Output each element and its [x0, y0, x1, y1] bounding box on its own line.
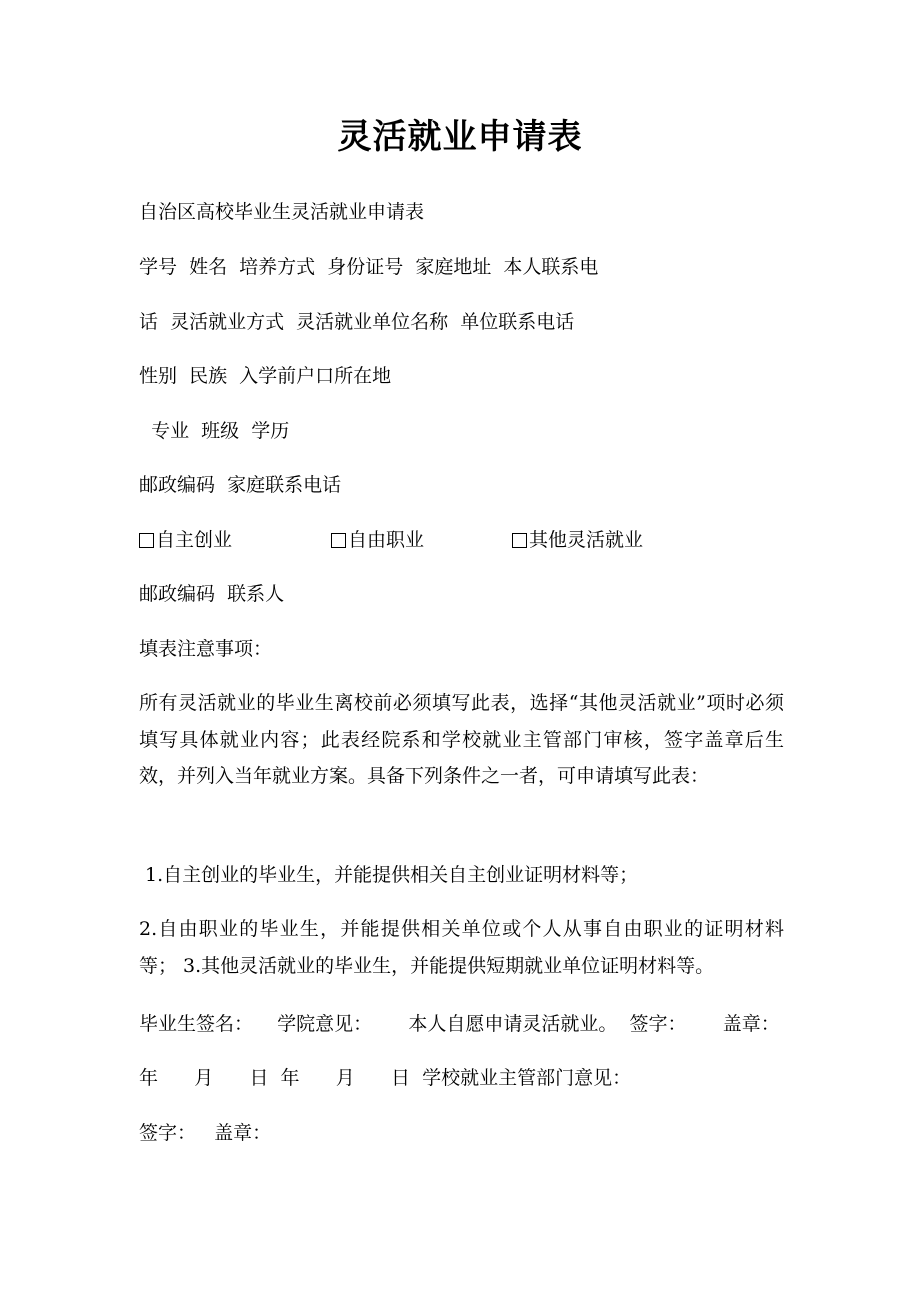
field-labels-line-6: 邮政编码 联系人 — [139, 583, 285, 605]
condition-1: 1.自主创业的毕业生，并能提供相关自主创业证明材料等； — [139, 864, 639, 886]
checkbox-icon[interactable] — [512, 533, 527, 548]
form-subtitle: 自治区高校毕业生灵活就业申请表 — [139, 201, 425, 223]
option-label: 自由职业 — [348, 529, 425, 551]
field-labels-line-2: 话 灵活就业方式 灵活就业单位名称 单位联系电话 — [139, 311, 575, 333]
option-label: 其他灵活就业 — [529, 529, 644, 551]
notes-heading: 填表注意事项： — [139, 638, 273, 660]
field-labels-line-4: 专业 班级 学历 — [139, 420, 290, 442]
option-self-employed[interactable] — [139, 526, 232, 554]
signature-line: 毕业生签名： 学院意见： 本人自愿申请灵活就业。 签字： 盖章： — [139, 1013, 780, 1035]
checkbox-icon[interactable] — [331, 533, 346, 548]
option-freelance[interactable] — [331, 526, 424, 554]
checkbox-icon[interactable] — [139, 533, 154, 548]
employment-type-options — [139, 526, 784, 554]
document-title: 灵活就业申请表 — [337, 117, 583, 157]
option-other-flexible[interactable] — [512, 526, 643, 554]
date-line: 年 月 日 年 月 日 学校就业主管部门意见： — [139, 1067, 632, 1089]
field-labels-line-1: 学号 姓名 培养方式 身份证号 家庭地址 本人联系电 — [139, 256, 599, 278]
notes-paragraph: 所有灵活就业的毕业生离校前必须填写此表，选择“其他灵活就业”项时必须填写具体就业内容；此表经院系和学校就业主管部门审核，签字盖章后生效，并列入当年就业方案。具备下列条件之一者，可申请填写此表： — [139, 692, 784, 788]
final-signature-line: 签字： 盖章： — [139, 1122, 272, 1144]
field-labels-line-5: 邮政编码 家庭联系电话 — [139, 474, 342, 496]
field-labels-line-3: 性别 民族 入学前户口所在地 — [139, 365, 392, 387]
condition-2-3: 2.自由职业的毕业生，并能提供相关单位或个人从事自由职业的证明材料等； 3.其他灵活就业的毕业生，并能提供短期就业单位证明材料等。 — [139, 918, 784, 977]
option-label: 自主创业 — [156, 529, 233, 551]
